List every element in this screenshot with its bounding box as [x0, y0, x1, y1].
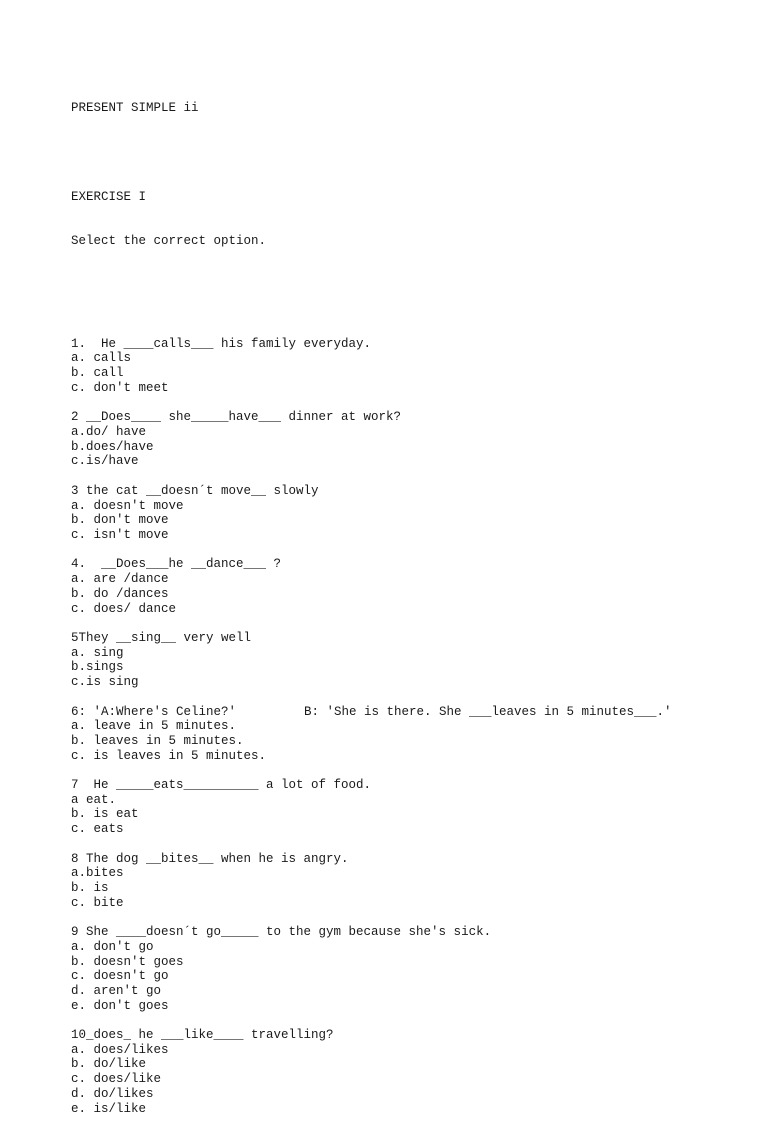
worksheet-document	[71, 72, 672, 1131]
question-prompt: 9 She ____doesn´t go_____ to the gym because she's sick.	[71, 925, 492, 940]
answer-option: b.does/have	[71, 439, 154, 454]
answer-option: c. isn't move	[71, 527, 169, 542]
answer-option: b. don't move	[71, 513, 169, 528]
answer-option: a.bites	[71, 866, 124, 881]
spacer	[71, 763, 491, 778]
question-text	[71, 484, 491, 499]
spacer	[71, 837, 491, 852]
answer-option: a. are /dance	[71, 572, 169, 587]
question-text	[71, 704, 672, 720]
page-title: PRESENT SIMPLE ii	[71, 101, 199, 116]
question-1	[71, 337, 491, 411]
question-prompt: 4. __Does___he __dance___ ?	[71, 557, 282, 572]
answer-option: c.is sing	[71, 675, 139, 690]
spacer	[71, 1013, 491, 1028]
question-prompt: 10_does_ he ___like____ travelling?	[71, 1028, 334, 1043]
question-2	[71, 410, 491, 484]
answer-option: e. is/like	[71, 1101, 147, 1116]
question-prompt: 8 The dog __bites__ when he is angry.	[71, 851, 349, 866]
question-5	[71, 631, 491, 705]
question-text	[71, 778, 491, 793]
answer-option: c. does/like	[71, 1072, 162, 1087]
answer-option: a. calls	[71, 351, 132, 366]
exercise-instruction: Select the correct option.	[71, 233, 267, 248]
question-prompt: 5They __sing__ very well	[71, 630, 252, 645]
question-text	[71, 337, 491, 352]
spacer	[71, 396, 491, 411]
spacer	[71, 278, 491, 293]
question-8	[71, 852, 491, 926]
answer-option: b. is	[71, 881, 109, 895]
question-text	[71, 631, 491, 646]
answer-option: c. does/ dance	[71, 601, 177, 616]
answer-option: b. do/like	[71, 1057, 147, 1072]
answer-option: a. sing	[71, 645, 124, 660]
answer-option: c. eats	[71, 822, 124, 837]
answer-option: b. do /dances	[71, 586, 169, 601]
answer-option: a eat.	[71, 792, 117, 807]
question-9	[71, 925, 491, 1028]
answer-option: b. doesn't goes	[71, 954, 184, 969]
answer-option: b. is eat	[71, 807, 139, 822]
answer-option: a. leave in 5 minutes.	[71, 719, 237, 734]
question-7	[71, 778, 491, 852]
question-text	[71, 557, 491, 572]
question-10	[71, 1028, 491, 1116]
question-3	[71, 484, 491, 558]
question-prompt: 7 He _____eats__________ a lot of food.	[71, 778, 372, 793]
answer-option: d. aren't go	[71, 983, 162, 998]
spacer	[71, 543, 491, 558]
answer-option: b.sings	[71, 660, 124, 675]
question-text	[71, 852, 491, 867]
answer-option: b. call	[71, 366, 124, 381]
spacer	[71, 910, 491, 925]
spacer	[71, 616, 491, 631]
answer-option: a.do/ have	[71, 425, 147, 440]
answer-option: c. don't meet	[71, 380, 169, 395]
answer-option: e. don't goes	[71, 998, 169, 1013]
question-text	[71, 1028, 491, 1043]
answer-option: c. bite	[71, 895, 124, 910]
question-text	[71, 925, 491, 940]
answer-option: a. does/likes	[71, 1042, 169, 1057]
answer-option: c. is leaves in 5 minutes.	[71, 748, 267, 763]
spacer	[71, 469, 491, 484]
answer-option: a. don't go	[71, 939, 154, 954]
answer-option: b. leaves in 5 minutes.	[71, 733, 244, 748]
answer-option: c. doesn't go	[71, 969, 169, 984]
question-prompt: 1. He ____calls___ his family everyday.	[71, 336, 372, 351]
question-6	[71, 704, 672, 779]
spacer	[71, 690, 491, 705]
question-prompt: 3 the cat __doesn´t move__ slowly	[71, 483, 319, 498]
answer-option: a. doesn't move	[71, 498, 184, 513]
question-list	[71, 336, 672, 1116]
spacer	[71, 146, 491, 161]
answer-option: c.is/have	[71, 454, 139, 469]
question-4	[71, 557, 491, 631]
question-prompt: 6: 'A:Where's Celine?'	[71, 704, 237, 719]
question-text	[71, 410, 491, 425]
question-dialogue-b: B: 'She is there. She ___leaves in 5 minutes___.'	[304, 704, 672, 719]
exercise-heading: EXERCISE I	[71, 189, 147, 204]
answer-option: d. do/likes	[71, 1086, 154, 1101]
question-prompt: 2 __Does____ she_____have___ dinner at work?	[71, 410, 402, 425]
